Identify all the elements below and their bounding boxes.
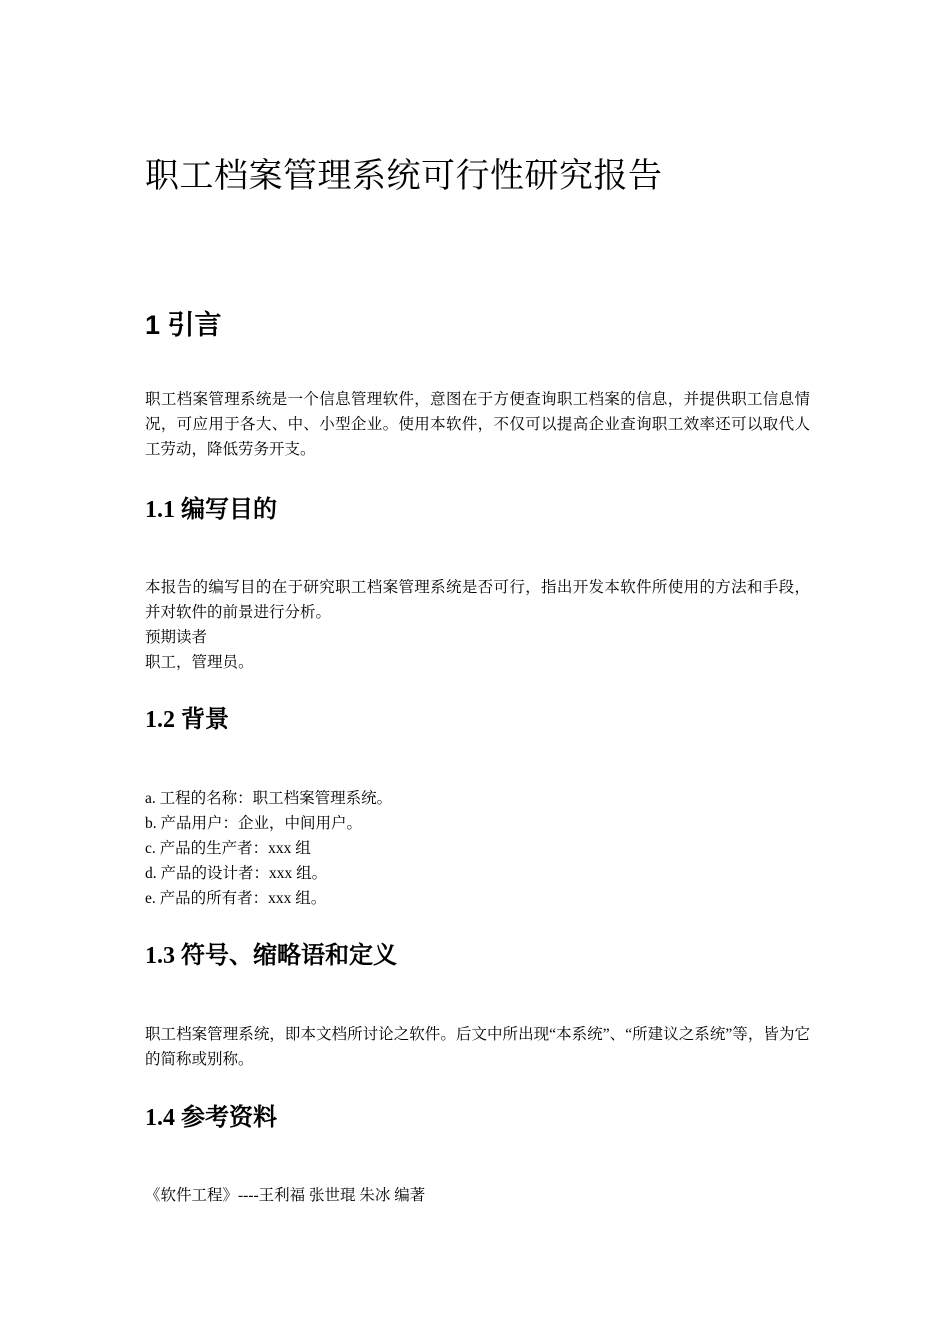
- definitions-paragraph-text: 职工档案管理系统，即本文档所讨论之软件。后文中所出现“本系统”、“所建议之系统”等，皆为它的简称或别称。: [145, 1026, 810, 1068]
- reference-item: 《软件工程》----王利福 张世琨 朱冰 编著: [145, 1187, 426, 1204]
- section-heading-purpose: 1.1 编写目的: [145, 497, 277, 523]
- section-heading-intro: 1 引言: [145, 310, 222, 340]
- intro-paragraph: [145, 387, 810, 462]
- background-item-users: b. 产品用户：企业，中间用户。: [145, 815, 363, 832]
- section-heading-references: 1.4 参考资料: [145, 1105, 277, 1131]
- background-item-producer: c. 产品的生产者：xxx 组: [145, 840, 311, 857]
- background-item-owner: e. 产品的所有者：xxx 组。: [145, 890, 327, 907]
- readers-value: 职工，管理员。: [145, 654, 254, 671]
- definitions-paragraph: [145, 1022, 810, 1072]
- section-heading-definitions: 1.3 符号、缩略语和定义: [145, 943, 397, 969]
- intro-paragraph-text: 职工档案管理系统是一个信息管理软件，意图在于方便查询职工档案的信息，并提供职工信息情况，可应用于各大、中、小型企业。使用本软件，不仅可以提高企业查询职工效率还可以取代人工劳动，降低劳务开支。: [145, 391, 810, 458]
- purpose-paragraph: 本报告的编写目的在于研究职工档案管理系统是否可行，指出开发本软件所使用的方法和手段，并对软件的前景进行分析。: [145, 579, 810, 621]
- background-item-designer: d. 产品的设计者：xxx 组。: [145, 865, 328, 882]
- references-block: [145, 1183, 810, 1208]
- readers-label: 预期读者: [145, 629, 208, 646]
- section-heading-background: 1.2 背景: [145, 707, 229, 733]
- background-item-name: a. 工程的名称：职工档案管理系统。: [145, 790, 393, 807]
- background-list: [145, 786, 810, 911]
- purpose-block: [145, 575, 810, 675]
- document-title: 职工档案管理系统可行性研究报告: [145, 158, 663, 195]
